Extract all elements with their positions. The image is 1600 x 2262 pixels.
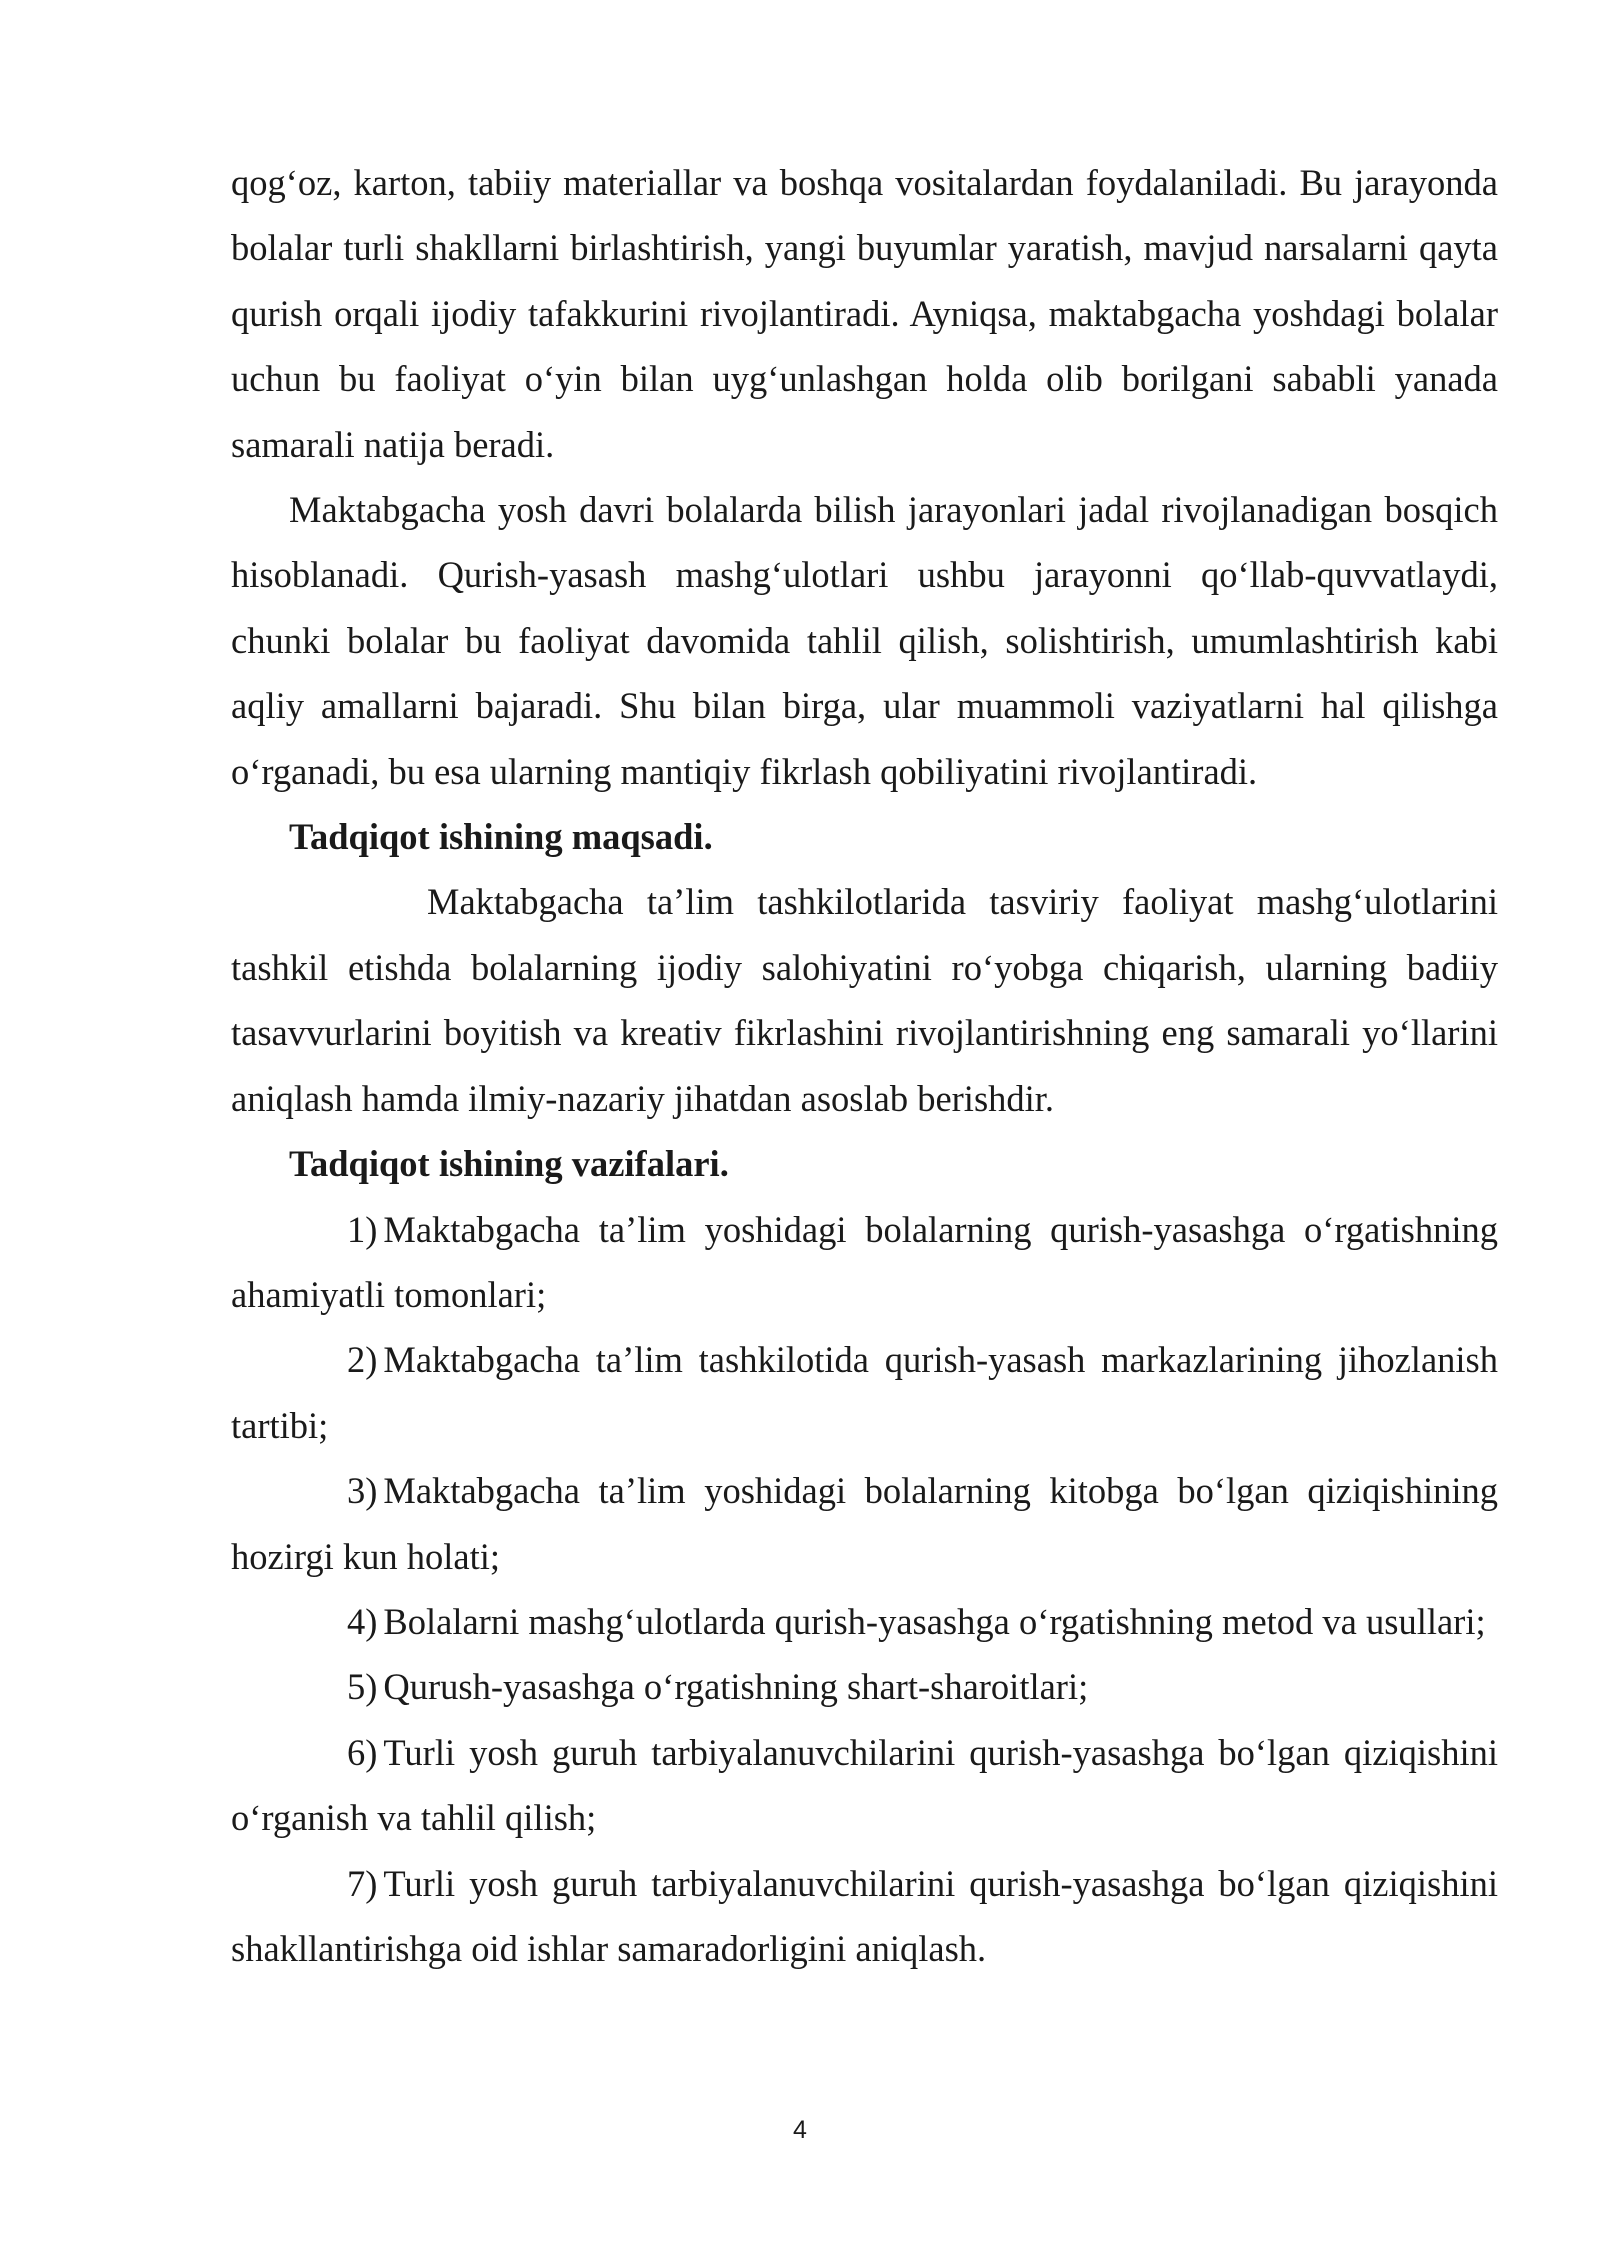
list-item-text: Turli yosh guruh tarbiyalanuvchilarini qurish-yasashga bo‘lgan qiziqishini o‘rganish va tahlil qilish;	[231, 1731, 1498, 1839]
list-item-text: Turli yosh guruh tarbiyalanuvchilarini qurish-yasashga bo‘lgan qiziqishini shakllantirishga oid ishlar samaradorligini aniqlash.	[231, 1862, 1498, 1969]
body-text	[231, 150, 1498, 1981]
list-item	[231, 1851, 1498, 1982]
paragraph-intro-2: Maktabgacha yosh davri bolalarda bilish jarayonlari jadal rivojlanadigan bosqich hisoblanadi. Qurish-yasash mashg‘ulotlari ushbu jarayonni qo‘llab-quvvatlaydi, chunki bolalar bu faoliyat davomida tahlil qilish, solishtirish, umumlashtirish kabi aqliy amallarni bajaradi. Shu bilan birga, ular muammoli vaziyatlarni hal qilishga o‘rganadi, bu esa ularning mantiqiy fikrlash qobiliyatini rivojlantiradi.	[231, 489, 1498, 792]
list-item	[231, 1654, 1498, 1719]
list-item	[231, 1458, 1498, 1589]
list-item-number: 2)	[347, 1339, 378, 1381]
list-item-text: Qurush-yasashga o‘rgatishning shart-sharoitlari;	[383, 1666, 1089, 1708]
list-item-number: 5)	[347, 1666, 378, 1708]
list-item-text: Maktabgacha ta’lim tashkilotida qurish-yasash markazlarining jihozlanish tartibi;	[231, 1339, 1498, 1446]
page-number: 4	[793, 2116, 807, 2144]
paragraph-intro-1: qog‘oz, karton, tabiiy materiallar va boshqa vositalardan foydalaniladi. Bu jarayonda bolalar turli shakllarni birlashtirish, yangi buyumlar yaratish, mavjud narsalarni qayta qurish orqali ijodiy tafakkurini rivojlantiradi. Ayniqsa, maktabgacha yoshdagi bolalar uchun bu faoliyat o‘yin bilan uyg‘unlashgan holda olib borilgani sababli yanada samarali natija beradi.	[231, 162, 1498, 465]
goal-paragraph: Maktabgacha ta’lim tashkilotlarida tasviriy faoliyat mashg‘ulotlarini tashkil etishda bolalarning ijodiy salohiyatini ro‘yobga chiqarish, ularning badiiy tasavvurlarini boyitish va kreativ fikrlashini rivojlantirishning eng samarali yo‘llarini aniqlash hamda ilmiy-nazariy jihatdan asoslab berishdir.	[231, 881, 1498, 1119]
list-item-number: 1)	[347, 1208, 378, 1250]
goal-heading: Tadqiqot ishining maqsadi.	[289, 816, 713, 858]
list-item-text: Maktabgacha ta’lim yoshidagi bolalarning qurish-yasashga o‘rgatishning ahamiyatli tomonlari;	[231, 1208, 1498, 1315]
tasks-heading: Tadqiqot ishining vazifalari.	[289, 1143, 729, 1185]
list-item-number: 6)	[347, 1731, 378, 1773]
list-item	[231, 1327, 1498, 1458]
list-item-text: Bolalarni mashg‘ulotlarda qurish-yasashga o‘rgatishning metod va usullari;	[383, 1600, 1486, 1642]
list-item	[231, 1720, 1498, 1851]
list-item-number: 3)	[347, 1470, 378, 1512]
list-item	[231, 1197, 1498, 1328]
list-item-text: Maktabgacha ta’lim yoshidagi bolalarning kitobga bo‘lgan qiziqishining hozirgi kun holati;	[231, 1470, 1498, 1577]
list-item-number: 4)	[347, 1600, 378, 1642]
list-item	[231, 1589, 1498, 1654]
list-item-number: 7)	[347, 1862, 378, 1904]
